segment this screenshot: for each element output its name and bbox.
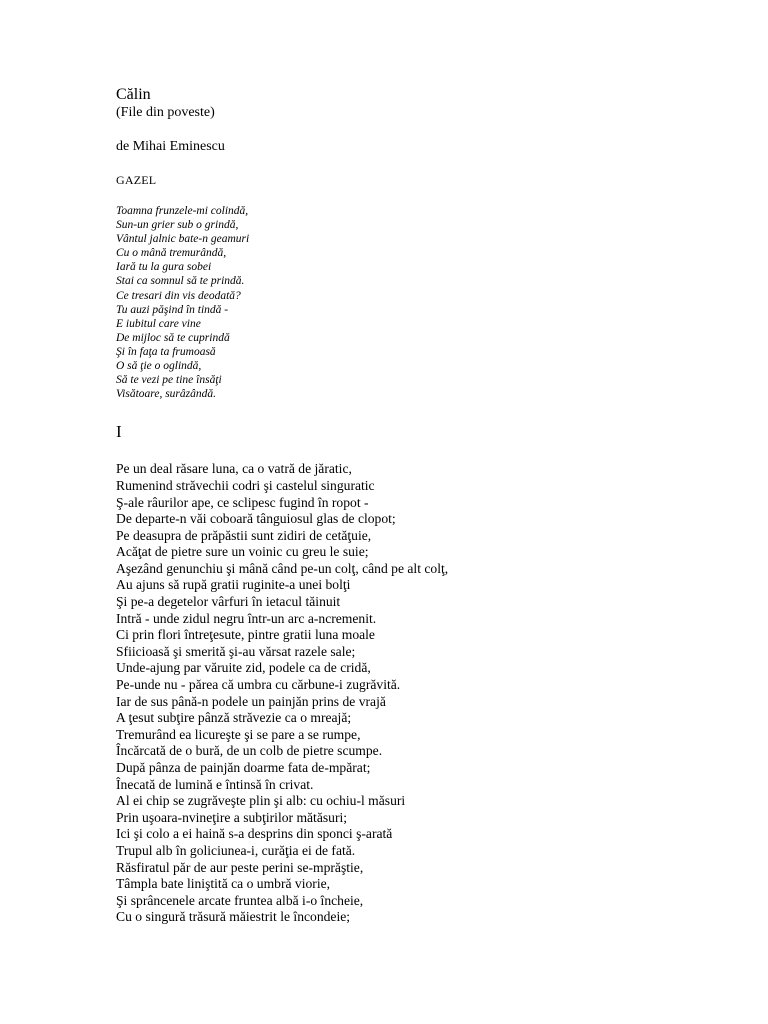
verse-line: De mijloc să te cuprindă	[116, 331, 230, 344]
verse-line: Răsfiratul păr de aur peste perini se-mprăştie,	[116, 859, 364, 875]
verse-line: Stai ca somnul să te prindă.	[116, 275, 245, 288]
verse-line: Tu auzi păşind în tindă -	[116, 303, 229, 316]
author-line: de Mihai Eminescu	[116, 139, 225, 154]
verse-line: După pânza de painjăn doarme fata de-mpărat;	[116, 760, 371, 775]
verse-line: Şi în faţa ta frumoasă	[116, 345, 216, 358]
verse-line: Pe un deal răsare luna, ca o vatră de jăratic,	[116, 461, 352, 477]
verse-line: Toamna frunzele-mi colindă,	[116, 205, 249, 217]
verse-line: Ci prin flori întreţesute, pintre gratii luna moale	[116, 627, 375, 643]
verse-line: A ţesut subţire pânză străvezie ca o mreajă;	[116, 710, 352, 726]
verse-line: Pe deasupra de prăpăstii sunt zidiri de cetăţuie,	[116, 527, 372, 543]
verse-line: Iar de sus până-n podele un painjăn prins de vrajă	[116, 693, 386, 709]
verse-line: Tâmpla bate liniştită ca o umbră viorie,	[116, 876, 331, 892]
document-page	[116, 86, 736, 926]
verse-line: Prin uşoara-nvineţire a subţirilor mătăsuri;	[116, 809, 348, 825]
part-numeral: I	[116, 422, 122, 442]
poem-title: Călin	[116, 86, 151, 103]
gazel-heading: GAZEL	[116, 173, 157, 187]
verse-line: Încărcată de o bură, de un colb de pietre scumpe.	[116, 743, 383, 759]
verse-line: Înecată de lumină e întinsă în crivat.	[116, 776, 314, 792]
verse-line: Intră - unde zidul negru într-un arc a-ncremenit.	[116, 610, 377, 626]
verse-line: Să te vezi pe tine însăţi	[116, 374, 222, 387]
verse-line: Cu o singură trăsură măiestrit le încondeie;	[116, 909, 351, 925]
verse-line: Pe-unde nu - părea că umbra cu cărbune-i zugrăvită.	[116, 677, 401, 693]
verse-line: Trupul alb în goliciunea-i, curăţia ei de fată.	[116, 842, 356, 858]
verse-line: Au ajuns să rupă gratii ruginite-a unei bolţi	[116, 577, 351, 593]
verse-line: Al ei chip se zugrăveşte plin şi alb: cu ochiu-l măsuri	[116, 793, 406, 809]
verse-line: O să ţie o oglindă,	[116, 360, 202, 373]
verse-line: Ici şi colo a ei haină s-a desprins din sponci ş-arată	[116, 826, 393, 842]
verse-line: Vântul jalnic bate-n geamuri	[116, 233, 250, 246]
verse-line: Iară tu la gura sobei	[116, 261, 212, 274]
verse-line: Aşezând genunchiu şi mână când pe-un colţ, când pe alt colţ,	[116, 560, 449, 576]
verse-line: Şi pe-a degetelor vârfuri în ietacul tăinuit	[116, 594, 341, 610]
verse-line: E iubitul care vine	[116, 317, 201, 330]
poem-body	[116, 461, 736, 926]
verse-line: Sun-un grier sub o grindă,	[116, 219, 239, 232]
verse-line: Rumenind străvechii codri şi castelul singuratic	[116, 477, 375, 493]
verse-line: Unde-ajung par văruite zid, podele ca de cridă,	[116, 660, 371, 676]
verse-line: Ce tresari din vis deodată?	[116, 289, 241, 302]
verse-line: Sfiicioasă şi smerită şi-au vărsat razele sale;	[116, 643, 356, 659]
verse-line: De departe-n văi coboară tânguiosul glas de clopot;	[116, 511, 396, 527]
verse-line: Visătoare, surâzândă.	[116, 388, 216, 401]
verse-line: Ş-ale râurilor ape, ce sclipesc fugind în ropot -	[116, 494, 369, 510]
poem-subtitle: (File din poveste)	[116, 105, 215, 120]
verse-line: Şi sprâncenele arcate fruntea albă i-o încheie,	[116, 892, 364, 908]
gazel-stanza	[116, 204, 736, 401]
verse-line: Cu o mână tremurândă,	[116, 247, 227, 260]
verse-line: Tremurând ea licureşte şi se pare a se rumpe,	[116, 726, 361, 742]
verse-line: Acăţat de pietre sure un voinic cu greu le suie;	[116, 544, 369, 560]
